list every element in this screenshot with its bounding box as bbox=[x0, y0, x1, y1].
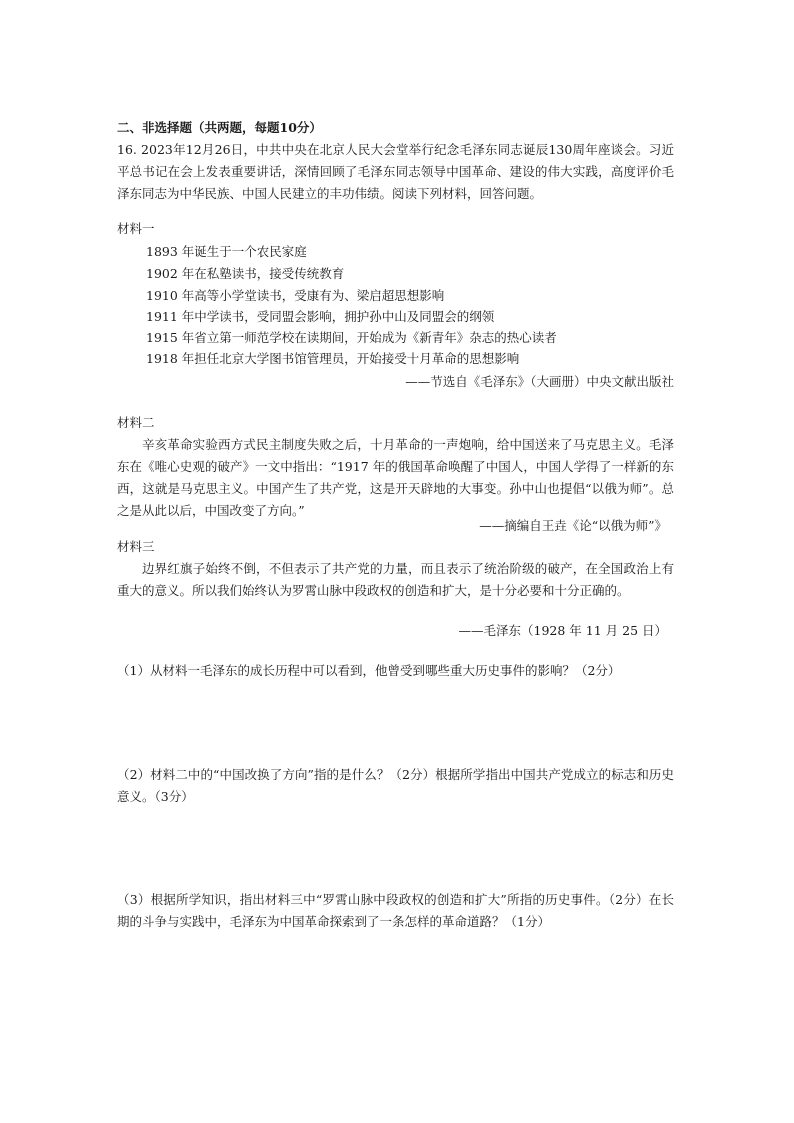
material2-label: 材料二 bbox=[117, 415, 155, 430]
question-2: （2）材料二中的“中国改换了方向”指的是什么？（2分）根据所学指出中国共产党成立的标志和历史意义。（3分） bbox=[117, 767, 674, 804]
material1-item: 1918 年担任北京大学图书馆管理员，开始接受十月革命的思想影响 bbox=[146, 351, 520, 366]
material1-item: 1902 年在私塾读书，接受传统教育 bbox=[146, 266, 345, 281]
material3-text: 边界红旗子始终不倒，不但表示了共产党的力量，而且表示了统治阶级的破产，在全国政治上有重大的意义。所以我们始终认为罗霄山脉中段政权的创造和扩大，是十分必要和十分正确的。 bbox=[117, 561, 674, 598]
material1-item: 1893 年诞生于一个农民家庭 bbox=[146, 244, 307, 259]
section-title: 二、非选择题（共两题，每题10分） bbox=[117, 120, 322, 135]
material1-label: 材料一 bbox=[117, 221, 155, 236]
material1-item: 1915 年省立第一师范学校在读期间，开始成为《新青年》杂志的热心读者 bbox=[146, 330, 557, 345]
material1-source: ——节选自《毛泽东》（大画册）中央文献出版社 bbox=[405, 374, 674, 389]
question-3: （3）根据所学知识，指出材料三中“罗霄山脉中段政权的创造和扩大”所指的历史事件。（2分）在长期的斗争与实践中，毛泽东为中国革命探索到了一条怎样的革命道路？（1分） bbox=[117, 892, 674, 929]
question-1: （1）从材料一毛泽东的成长历程中可以看到，他曾受到哪些重大历史事件的影响？（2分） bbox=[117, 663, 621, 678]
material3-label: 材料三 bbox=[117, 539, 155, 554]
material3-source: ——毛泽东（1928 年 11 月 25 日） bbox=[458, 623, 667, 638]
material2-source: ——摘编自王垚《论“以俄为师”》 bbox=[479, 518, 667, 533]
material2-text: 辛亥革命实验西方式民主制度失败之后，十月革命的一声炮响，给中国送来了马克思主义。毛泽东在《唯心史观的破产》一文中指出：“1917 年的俄国革命唤醒了中国人，中国人学得了一样新的东西，这就是马克思主义。中国产生了共产党，这是开天辟地的大事变。孙中山也提倡“以俄为师”。总之是从此以后，中国改变了方向。” bbox=[117, 437, 674, 518]
question-intro: 16. 2023年12月26日，中共中央在北京人民大会堂举行纪念毛泽东同志诞辰130周年座谈会。习近平总书记在会上发表重要讲话，深情回顾了毛泽东同志领导中国革命、建设的伟大实践，高度评价毛泽东同志为中华民族、中国人民建立的丰功伟绩。阅读下列材料，回答问题。 bbox=[117, 142, 674, 201]
material1-item: 1910 年高等小学堂读书，受康有为、梁启超思想影响 bbox=[146, 288, 445, 303]
material1-item: 1911 年中学读书，受同盟会影响，拥护孙中山及同盟会的纲领 bbox=[146, 309, 495, 324]
